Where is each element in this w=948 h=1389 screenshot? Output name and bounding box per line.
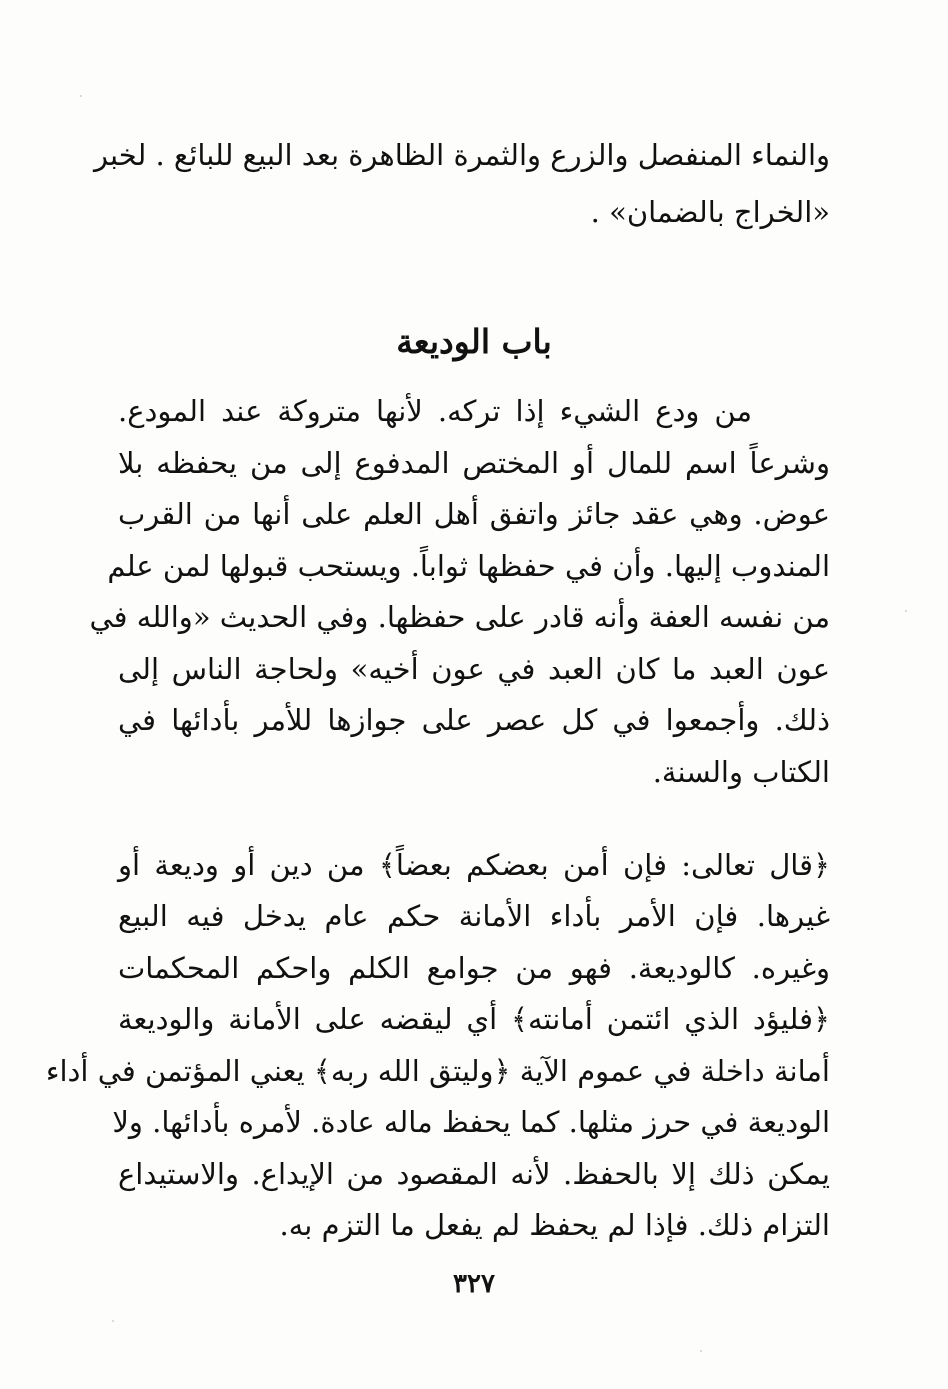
text-line: من نفسه العفة وأنه قادر على حفظها. وفي الحديث «والله في	[89, 600, 830, 634]
text-line: والنماء المنفصل والزرع والثمرة الظاهرة بعد البيع للبائع . لخبر	[93, 138, 830, 172]
text-line: وشرعاً اسم للمال أو المختص المدفوع إلى من يحفظه بلا	[118, 446, 830, 480]
text-line: عون العبد ما كان العبد في عون أخيه» ولحاجة الناس إلى	[118, 652, 830, 686]
text-line: غيرها. فإن الأمر بأداء الأمانة حكم عام يدخل فيه البيع	[118, 899, 830, 933]
text-line: عوض. وهي عقد جائز واتفق أهل العلم على أنها من القرب	[118, 497, 830, 531]
scan-speck	[112, 1320, 114, 1322]
text-line: من ودع الشيء إذا تركه. لأنها متروكة عند المودع.	[118, 394, 752, 428]
scan-speck	[80, 95, 82, 97]
text-line: أمانة داخلة في عموم الآية ﴿وليتق الله ربه﴾ يعني المؤتمن في أداء	[45, 1054, 830, 1088]
text-line: يمكن ذلك إلا بالحفظ. لأنه المقصود من الإيداع. والاستيداع	[118, 1157, 830, 1191]
page-number: ٣٢٧	[453, 1269, 495, 1299]
text-line: المندوب إليها. وأن في حفظها ثواباً. ويستحب قبولها لمن علم	[107, 549, 830, 583]
scan-speck	[700, 1350, 702, 1352]
chapter-title: باب الوديعة	[396, 322, 552, 361]
text-line: الكتاب والسنة.	[652, 755, 830, 789]
text-line: ﴿قال تعالى: فإن أمن بعضكم بعضاً﴾ من دين أو وديعة أو	[118, 848, 830, 882]
text-line: وغيره. كالوديعة. فهو من جوامع الكلم واحكم المحكمات	[118, 951, 830, 985]
text-line: ﴿فليؤد الذي ائتمن أمانته﴾ أي ليقضه على الأمانة والوديعة	[118, 1002, 830, 1036]
scan-speck	[905, 610, 907, 612]
text-line: ذلك. وأجمعوا في كل عصر على جوازها للأمر بأدائها في	[118, 703, 830, 737]
text-line: «الخراج بالضمان» .	[590, 195, 830, 229]
text-line: الوديعة في حرز مثلها. كما يحفظ ماله عادة. لأمره بأدائها. ولا	[112, 1105, 830, 1139]
text-line: التزام ذلك. فإذا لم يحفظ لم يفعل ما التزم به.	[279, 1208, 830, 1242]
